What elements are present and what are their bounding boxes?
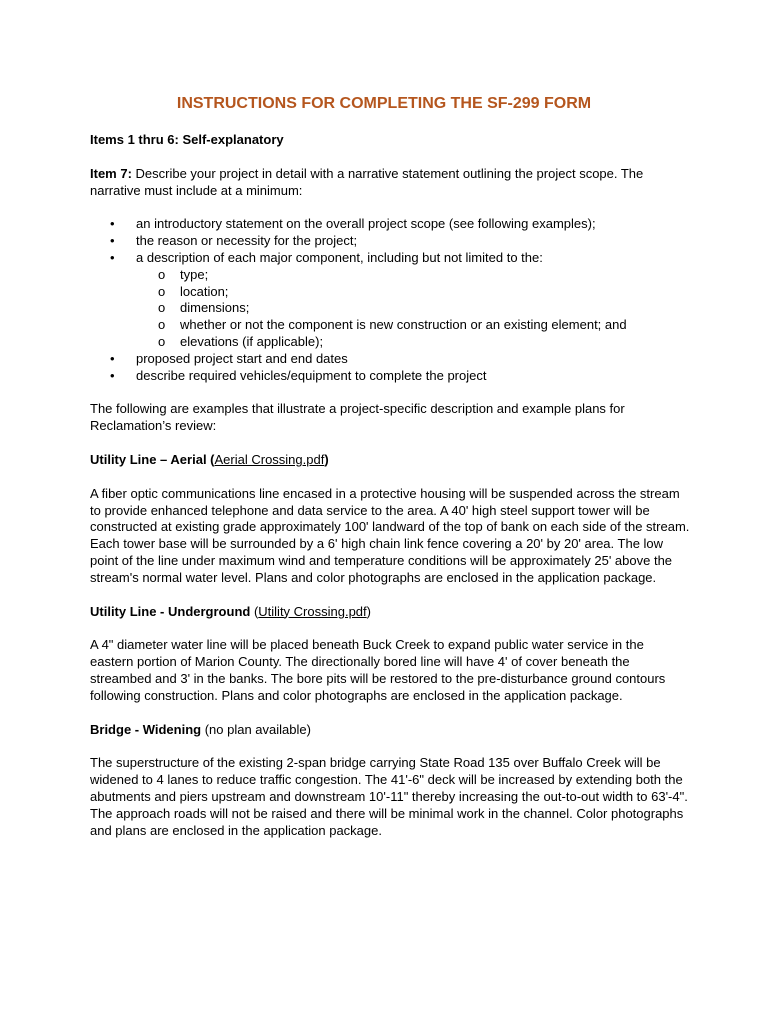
component-sublist (136, 267, 690, 351)
sub-list-item: o type; (90, 267, 690, 284)
example-2-body: A 4" diameter water line will be placed beneath Buck Creek to expand public water service in the eastern portion of Marion County. The directionally bored line will have 4' of cover beneath the streambed and 3' in the banks. The bore pits will be restored to the pre-disturbance ground contours following construction. Plans and color photographs are enclosed in the application package. (90, 637, 666, 703)
document-page (90, 94, 690, 856)
item-7-text: Describe your project in detail with a narrative statement outlining the project scope. The narrative must include at a minimum: (90, 165, 644, 198)
list-item: • the reason or necessity for the project; (90, 233, 690, 250)
example-1-title: Utility Line – Aerial ( (90, 451, 215, 467)
list-item: • an introductory statement on the overall project scope (see following examples); (90, 216, 690, 233)
example-3-title: Bridge - Widening (90, 721, 202, 737)
utility-crossing-link[interactable]: Utility Crossing.pdf (258, 603, 367, 619)
sub-list-item: o dimensions; (90, 300, 690, 317)
list-item: • describe required vehicles/equipment to complete the project (90, 368, 690, 385)
items-1-6-line: Items 1 thru 6: Self-explanatory (90, 132, 284, 147)
document-title: INSTRUCTIONS FOR COMPLETING THE SF-299 FORM (176, 95, 592, 112)
item-7-label: Item 7: (90, 165, 132, 181)
example-3-note: (no plan available) (201, 721, 311, 737)
list-item: • proposed project start and end dates (90, 351, 690, 368)
item-7-paragraph (90, 166, 690, 200)
example-1-heading (90, 452, 690, 469)
example-1-close: ) (324, 451, 329, 467)
aerial-crossing-link[interactable]: Aerial Crossing.pdf (214, 451, 325, 467)
sub-list-item: o whether or not the component is new construction or an existing element; and (90, 317, 690, 334)
example-3-heading (90, 722, 690, 739)
examples-intro: The following are examples that illustrate a project-specific description and example plans for Reclamation’s review: (90, 401, 625, 434)
example-2-heading (90, 604, 690, 621)
sub-list-item: o elevations (if applicable); (90, 334, 690, 351)
example-2-open: ( (250, 603, 259, 619)
example-1-body: A fiber optic communications line encased in a protective housing will be suspended across the stream to provide enhanced telephone and data service to the area. A 40' high steel support tower will be constructed at existing grade approximately 100' landward of the top of bank on each side of the stream. Each tower base will be surrounded by a 6' high chain link fence covering a 20' by 20' area. The low point of the line under maximum wind and temperature conditions will be approximately 25' above the stream's normal water level. Plans and color photographs are enclosed in the application package. (90, 485, 690, 585)
list-item (90, 250, 690, 351)
example-2-close: ) (366, 603, 371, 619)
sub-list-item: o location; (90, 284, 690, 301)
example-3-body: The superstructure of the existing 2-span bridge carrying State Road 135 over Buffalo Creek will be widened to 4 lanes to reduce traffic congestion. The 41'-6" deck will be increased by extending both the abutments and piers upstream and downstream 10'-11" thereby increasing the out-to-out width to 63'-4". The approach roads will not be raised and there will be minimal work in the channel. Color photographs and plans are enclosed in the application package. (90, 755, 688, 838)
list-item-text: a description of each major component, including but not limited to the: (136, 249, 543, 265)
requirements-list (90, 216, 690, 384)
example-2-title: Utility Line - Underground (90, 603, 251, 619)
